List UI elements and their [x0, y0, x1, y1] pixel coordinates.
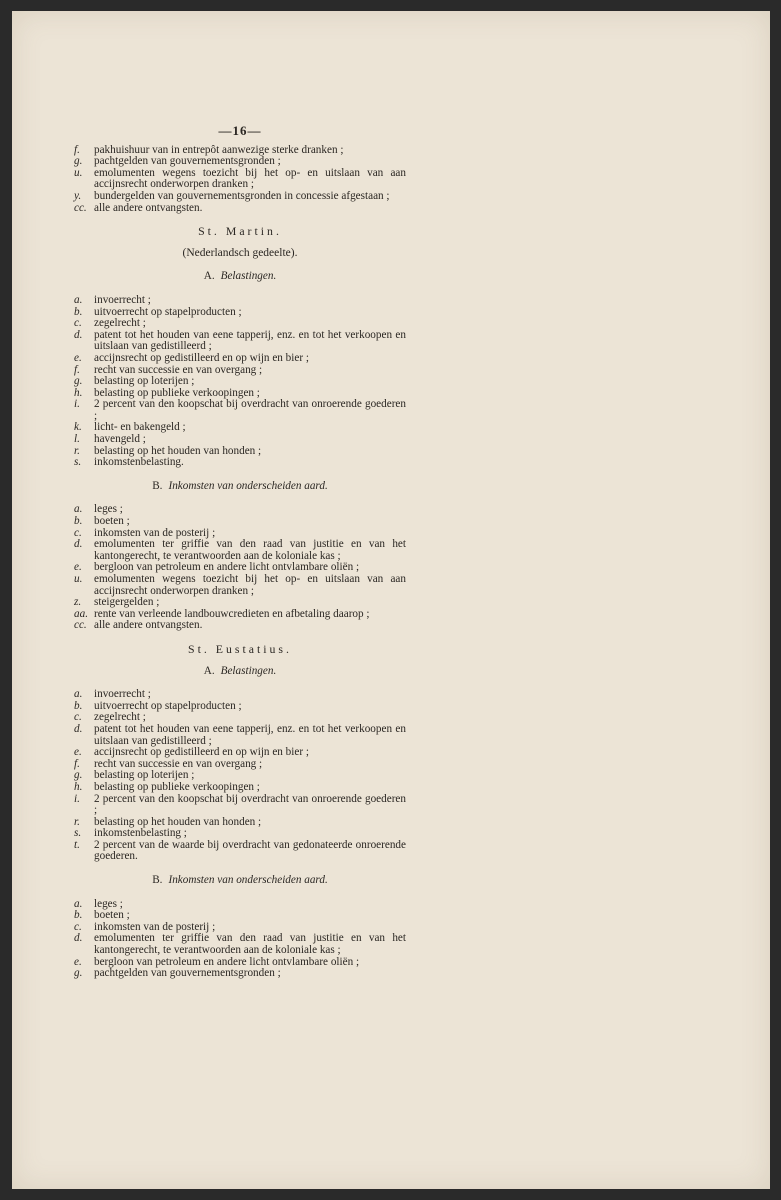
item-label: g.	[74, 375, 83, 388]
item-text: recht van successie en van overgang ;	[94, 363, 263, 376]
list-item	[74, 840, 406, 863]
item-label: s.	[74, 456, 82, 469]
category-letter: A.	[203, 664, 215, 677]
category-list	[74, 295, 406, 469]
item-label: a.	[74, 293, 83, 306]
item-label: s.	[74, 827, 82, 840]
list-item	[74, 539, 406, 562]
list-item	[74, 318, 406, 330]
item-label: a.	[74, 897, 83, 910]
item-label: a.	[74, 688, 83, 701]
item-text: inkomstenbelasting.	[94, 456, 184, 469]
category-heading	[74, 481, 406, 493]
item-label: h.	[74, 780, 83, 793]
item-text: emolumenten wegens toezicht bij het op- en uitslaan van aan accijnsrecht onderworpen dranken ;	[94, 573, 406, 597]
list-item	[74, 457, 406, 469]
item-text: leges ;	[94, 503, 123, 516]
item-text: emolumenten ter griffie van den raad van justitie en van het kantongerecht, te verantwoorden aan de koloniale kas ;	[94, 538, 406, 562]
item-text: 2 percent van den koopschat bij overdracht van onroerende goederen ;	[94, 398, 406, 422]
item-label: g.	[74, 155, 83, 168]
list-item	[74, 399, 406, 422]
category-list	[74, 504, 406, 632]
item-label: d.	[74, 722, 83, 735]
list-item	[74, 516, 406, 528]
item-text: zegelrecht ;	[94, 711, 146, 724]
item-label: d.	[74, 328, 83, 341]
item-label: b.	[74, 909, 83, 922]
item-text: uitvoerrecht op stapelproducten ;	[94, 305, 242, 318]
item-label: cc.	[74, 201, 87, 214]
item-label: c.	[74, 711, 82, 724]
item-label: c.	[74, 920, 82, 933]
list-item	[74, 203, 406, 215]
item-text: inkomstenbelasting ;	[94, 827, 187, 840]
item-label: c.	[74, 317, 82, 330]
item-label: i.	[74, 398, 80, 411]
category-title: Belastingen.	[220, 664, 277, 677]
item-label: r.	[74, 444, 80, 457]
list-item	[74, 353, 406, 365]
item-label: e.	[74, 351, 82, 364]
item-text: patent tot het houden van eene tapperij, enz. en tot het verkoopen en uitslaan van gedistilleerd ;	[94, 722, 406, 747]
item-text: bergloon van petroleum en andere licht ontvlambare oliën ;	[94, 955, 360, 968]
list-item	[74, 933, 406, 956]
item-label: d.	[74, 932, 83, 945]
item-text: steigergelden ;	[94, 596, 160, 609]
list-item	[74, 794, 406, 817]
list-item	[74, 782, 406, 794]
item-label: y.	[74, 189, 82, 202]
list-item	[74, 689, 406, 701]
item-label: u.	[74, 166, 83, 179]
item-label: t.	[74, 838, 80, 851]
item-text: leges ;	[94, 897, 123, 910]
item-label: aa.	[74, 607, 88, 620]
item-label: a.	[74, 503, 83, 516]
text-column	[74, 125, 406, 992]
item-text: uitvoerrecht op stapelproducten ;	[94, 699, 242, 712]
category-list	[74, 899, 406, 980]
item-text: belasting op loterijen ;	[94, 769, 195, 782]
list-item	[74, 574, 406, 597]
item-label: b.	[74, 699, 83, 712]
item-text: accijnsrecht op gedistilleerd en op wijn en bier ;	[94, 746, 309, 759]
category-heading	[74, 271, 406, 283]
category-list	[74, 689, 406, 863]
category-title: Belastingen.	[220, 270, 277, 283]
item-label: r.	[74, 815, 80, 828]
item-text: invoerrecht ;	[94, 293, 151, 306]
item-label: u.	[74, 573, 83, 585]
item-text: 2 percent van den koopschat bij overdracht van onroerende goederen ;	[94, 792, 406, 817]
item-text: rente van verleende landbouwcredieten en afbetaling daarop ;	[94, 607, 370, 620]
list-item	[74, 330, 406, 353]
item-label: i.	[74, 792, 80, 805]
item-text: patent tot het houden van eene tapperij, enz. en tot het verkoopen en uitslaan van gedistilleerd ;	[94, 328, 406, 353]
section-subtitle: (Nederlandsch gedeelte).	[182, 246, 298, 259]
item-text: bundergelden van gouvernementsgronden in concessie afgestaan ;	[94, 189, 390, 202]
list-item	[74, 376, 406, 388]
item-text: invoerrecht ;	[94, 688, 151, 701]
category-letter: B.	[152, 874, 163, 887]
item-text: belasting op publieke verkoopingen ;	[94, 780, 260, 793]
section-title: St. Eustatius.	[188, 641, 292, 656]
list-item	[74, 724, 406, 747]
list-item	[74, 191, 406, 203]
document-page	[12, 11, 770, 1189]
item-text: alle andere ontvangsten.	[94, 201, 203, 214]
category-title: Inkomsten van onderscheiden aard.	[168, 479, 328, 492]
item-text: bergloon van petroleum en andere licht ontvlambare oliën ;	[94, 561, 360, 574]
item-text: belasting op het houden van honden ;	[94, 444, 262, 457]
item-label: g.	[74, 769, 83, 782]
item-label: f.	[74, 143, 80, 156]
item-text: belasting op publieke verkoopingen ;	[94, 386, 260, 399]
list-item	[74, 747, 406, 759]
intro-list	[74, 145, 406, 215]
item-label: z.	[74, 596, 82, 609]
item-text: zegelrecht ;	[94, 317, 146, 330]
item-label: e.	[74, 561, 82, 574]
category-letter: B.	[152, 479, 163, 492]
category-title: Inkomsten van onderscheiden aard.	[168, 874, 328, 887]
item-label: h.	[74, 386, 83, 399]
item-text: pakhuishuur van in entrepôt aanwezige sterke dranken ;	[94, 143, 344, 156]
item-label: b.	[74, 515, 83, 528]
item-label: b.	[74, 305, 83, 318]
sections-container	[74, 226, 406, 980]
item-text: alle andere ontvangsten.	[94, 619, 203, 632]
item-text: emolumenten wegens toezicht bij het op- en uitslaan van aan accijnsrecht onderworpen dranken ;	[94, 166, 406, 191]
item-label: e.	[74, 746, 82, 759]
item-text: licht- en bakengeld ;	[94, 421, 186, 434]
item-text: pachtgelden van gouvernementsgronden ;	[94, 967, 281, 980]
item-text: pachtgelden van gouvernementsgronden ;	[94, 155, 281, 168]
section-title: St. Martin.	[198, 224, 282, 239]
item-label: f.	[74, 363, 80, 376]
item-label: l.	[74, 433, 80, 446]
item-label: cc.	[74, 619, 87, 632]
list-item	[74, 168, 406, 191]
item-text: emolumenten ter griffie van den raad van justitie en van het kantongerecht, te verantwoorden aan de koloniale kas ;	[94, 932, 406, 957]
item-label: k.	[74, 421, 82, 434]
item-text: boeten ;	[94, 909, 130, 922]
item-text: inkomsten van de posterij ;	[94, 920, 216, 933]
item-text: accijnsrecht op gedistilleerd en op wijn en bier ;	[94, 351, 309, 364]
item-label: g.	[74, 967, 83, 980]
item-text: havengeld ;	[94, 433, 146, 446]
item-text: boeten ;	[94, 515, 130, 528]
item-text: inkomsten van de posterij ;	[94, 526, 216, 539]
category-letter: A.	[203, 270, 215, 283]
item-text: 2 percent van de waarde bij overdracht van gedonateerde onroerende goederen.	[94, 838, 406, 863]
item-text: belasting op het houden van honden ;	[94, 815, 262, 828]
list-item	[74, 295, 406, 307]
page-number: —16—	[218, 123, 262, 138]
item-label: f.	[74, 757, 80, 770]
item-text: recht van successie en van overgang ;	[94, 757, 263, 770]
category-heading	[74, 875, 406, 887]
list-item	[74, 434, 406, 446]
list-item	[74, 968, 406, 980]
item-label: c.	[74, 526, 82, 539]
item-label: e.	[74, 955, 82, 968]
item-text: belasting op loterijen ;	[94, 375, 195, 388]
list-item	[74, 620, 406, 632]
item-label: d.	[74, 538, 83, 551]
category-heading	[74, 666, 406, 678]
